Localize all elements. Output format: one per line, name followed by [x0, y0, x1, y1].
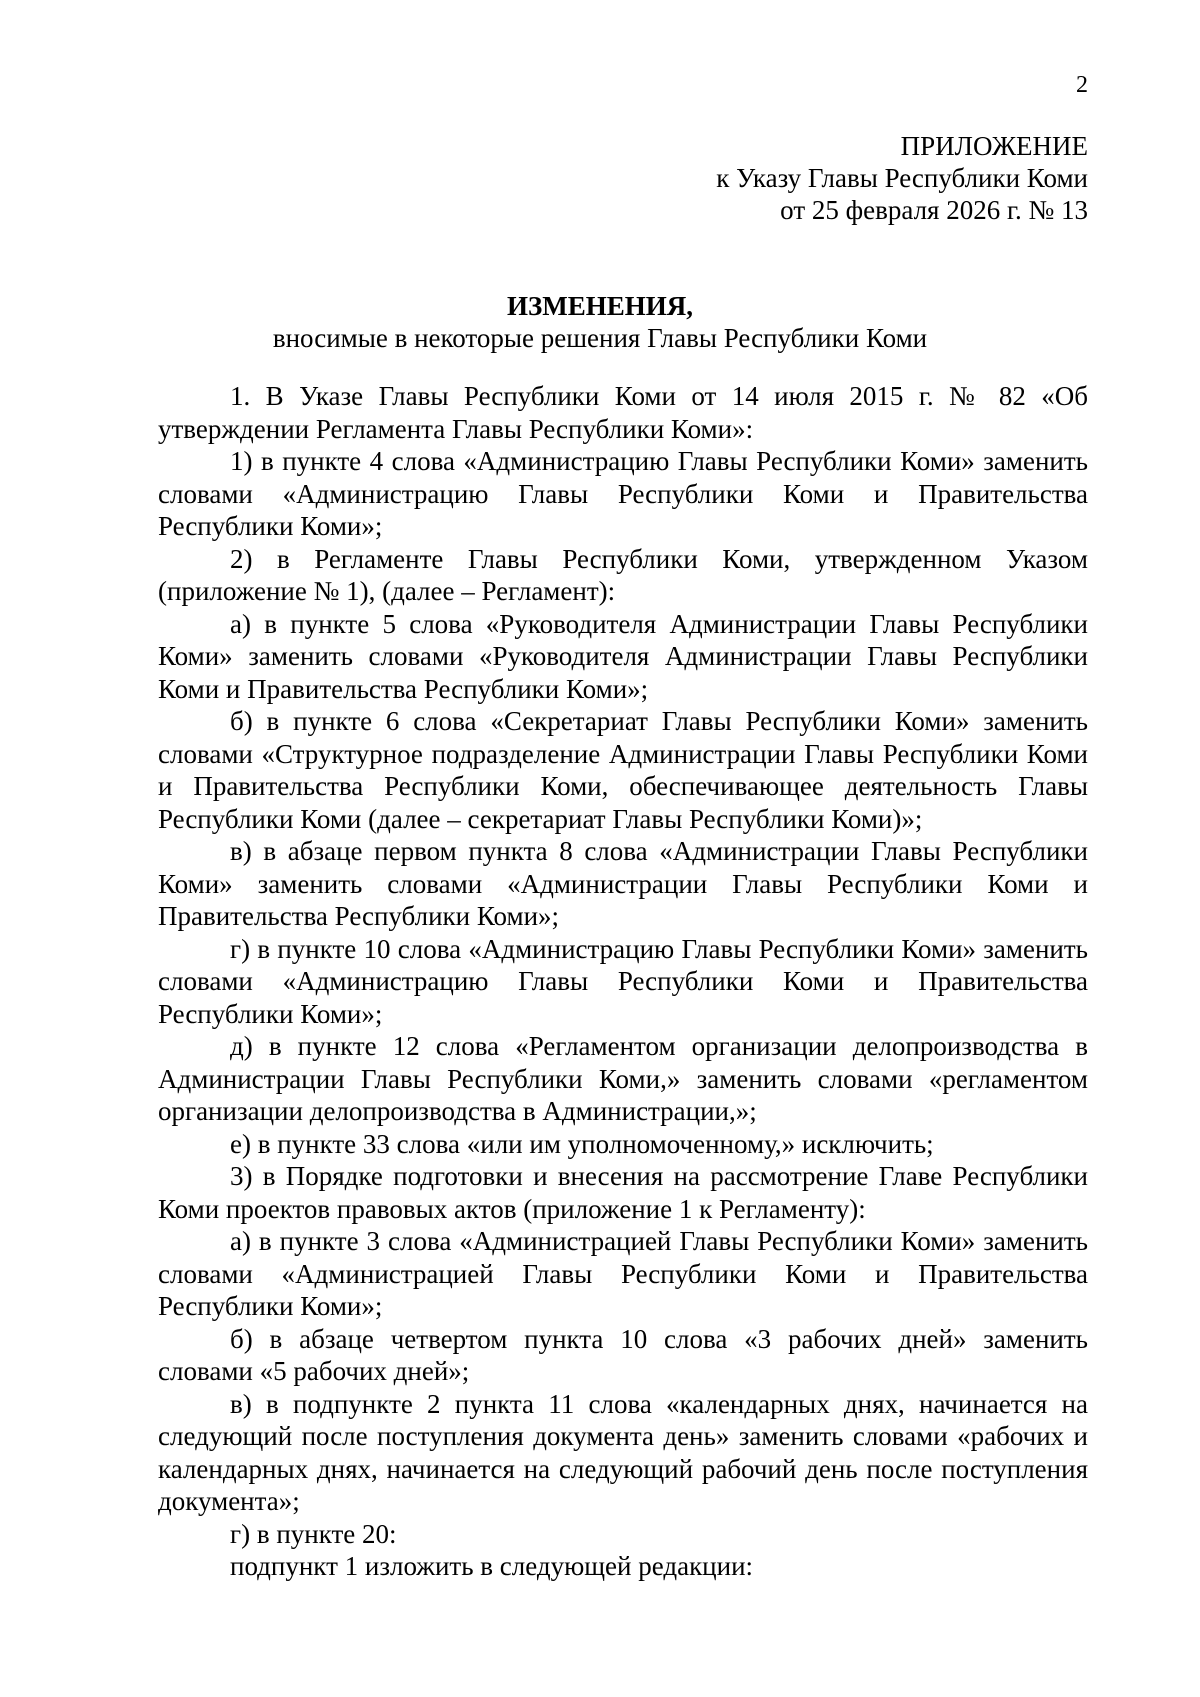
paragraph: в) в абзаце первом пункта 8 слова «Администрации Главы Республики Коми» заменить словами «Администрации Главы Республики Коми и Правительства Республики Коми»; — [158, 836, 1088, 931]
page-number: 2 — [1076, 72, 1088, 98]
paragraph: г) в пункте 20: — [230, 1518, 397, 1549]
paragraph: 1) в пункте 4 слова «Администрацию Главы Республики Коми» заменить словами «Администрацию Главы Республики Коми и Правительства Республики Коми»; — [158, 446, 1088, 541]
paragraph: б) в пункте 6 слова «Секретариат Главы Республики Коми» заменить словами «Структурное подразделение Администрации Главы Республики Коми и Правительства Республики Коми, обеспечивающее деятельность Главы Республики Коми (далее – секретариат Главы Республики Коми)»; — [158, 706, 1088, 834]
paragraph: 3) в Порядке подготовки и внесения на рассмотрение Главе Республики Коми проектов правовых актов (приложение 1 к Регламенту): — [158, 1161, 1088, 1224]
paragraph: а) в пункте 5 слова «Руководителя Администрации Главы Республики Коми» заменить словами «Руководителя Администрации Главы Республики Коми и Правительства Республики Коми»; — [158, 608, 1088, 704]
paragraph: 2) в Регламенте Главы Республики Коми, утвержденном Указом (приложение № 1), (далее – Регламент): — [158, 543, 1088, 606]
appendix-header — [716, 130, 1088, 226]
paragraph: е) в пункте 33 слова «или им уполномоченному,» исключить; — [230, 1128, 934, 1159]
document-title: ИЗМЕНЕНИЯ, — [506, 291, 693, 321]
paragraph: б) в абзаце четвертом пункта 10 слова «3 рабочих дней» заменить словами «5 рабочих дней»; — [158, 1323, 1088, 1386]
paragraph: в) в подпункте 2 пункта 11 слова «календарных днях, начинается на следующий после поступления документа день» заменить словами «рабочих и календарных днях, начинается на следующий рабочий день после поступления документа»; — [158, 1388, 1088, 1516]
appendix-label: ПРИЛОЖЕНИЕ — [900, 131, 1088, 161]
appendix-reference: к Указу Главы Республики Коми — [716, 163, 1088, 193]
paragraph: д) в пункте 12 слова «Регламентом организации делопроизводства в Администрации Главы Республики Коми,» заменить словами «регламентом организации делопроизводства в Администрации,»; — [158, 1031, 1088, 1126]
paragraph: подпункт 1 изложить в следующей редакции: — [230, 1551, 754, 1581]
document-subtitle: вносимые в некоторые решения Главы Республики Коми — [272, 323, 928, 353]
document-body — [158, 380, 1088, 1583]
appendix-date: от 25 февраля 2026 г. № 13 — [780, 195, 1088, 225]
paragraph: г) в пункте 10 слова «Администрацию Главы Республики Коми» заменить словами «Администрацию Главы Республики Коми и Правительства Республики Коми»; — [158, 933, 1088, 1029]
paragraph: а) в пункте 3 слова «Администрацией Главы Республики Коми» заменить словами «Администрацией Главы Республики Коми и Правительства Республики Коми»; — [158, 1226, 1088, 1321]
paragraph: 1. В Указе Главы Республики Коми от 14 июля 2015 г. № 82 «Об утверждении Регламента Главы Республики Коми»: — [158, 381, 1088, 444]
